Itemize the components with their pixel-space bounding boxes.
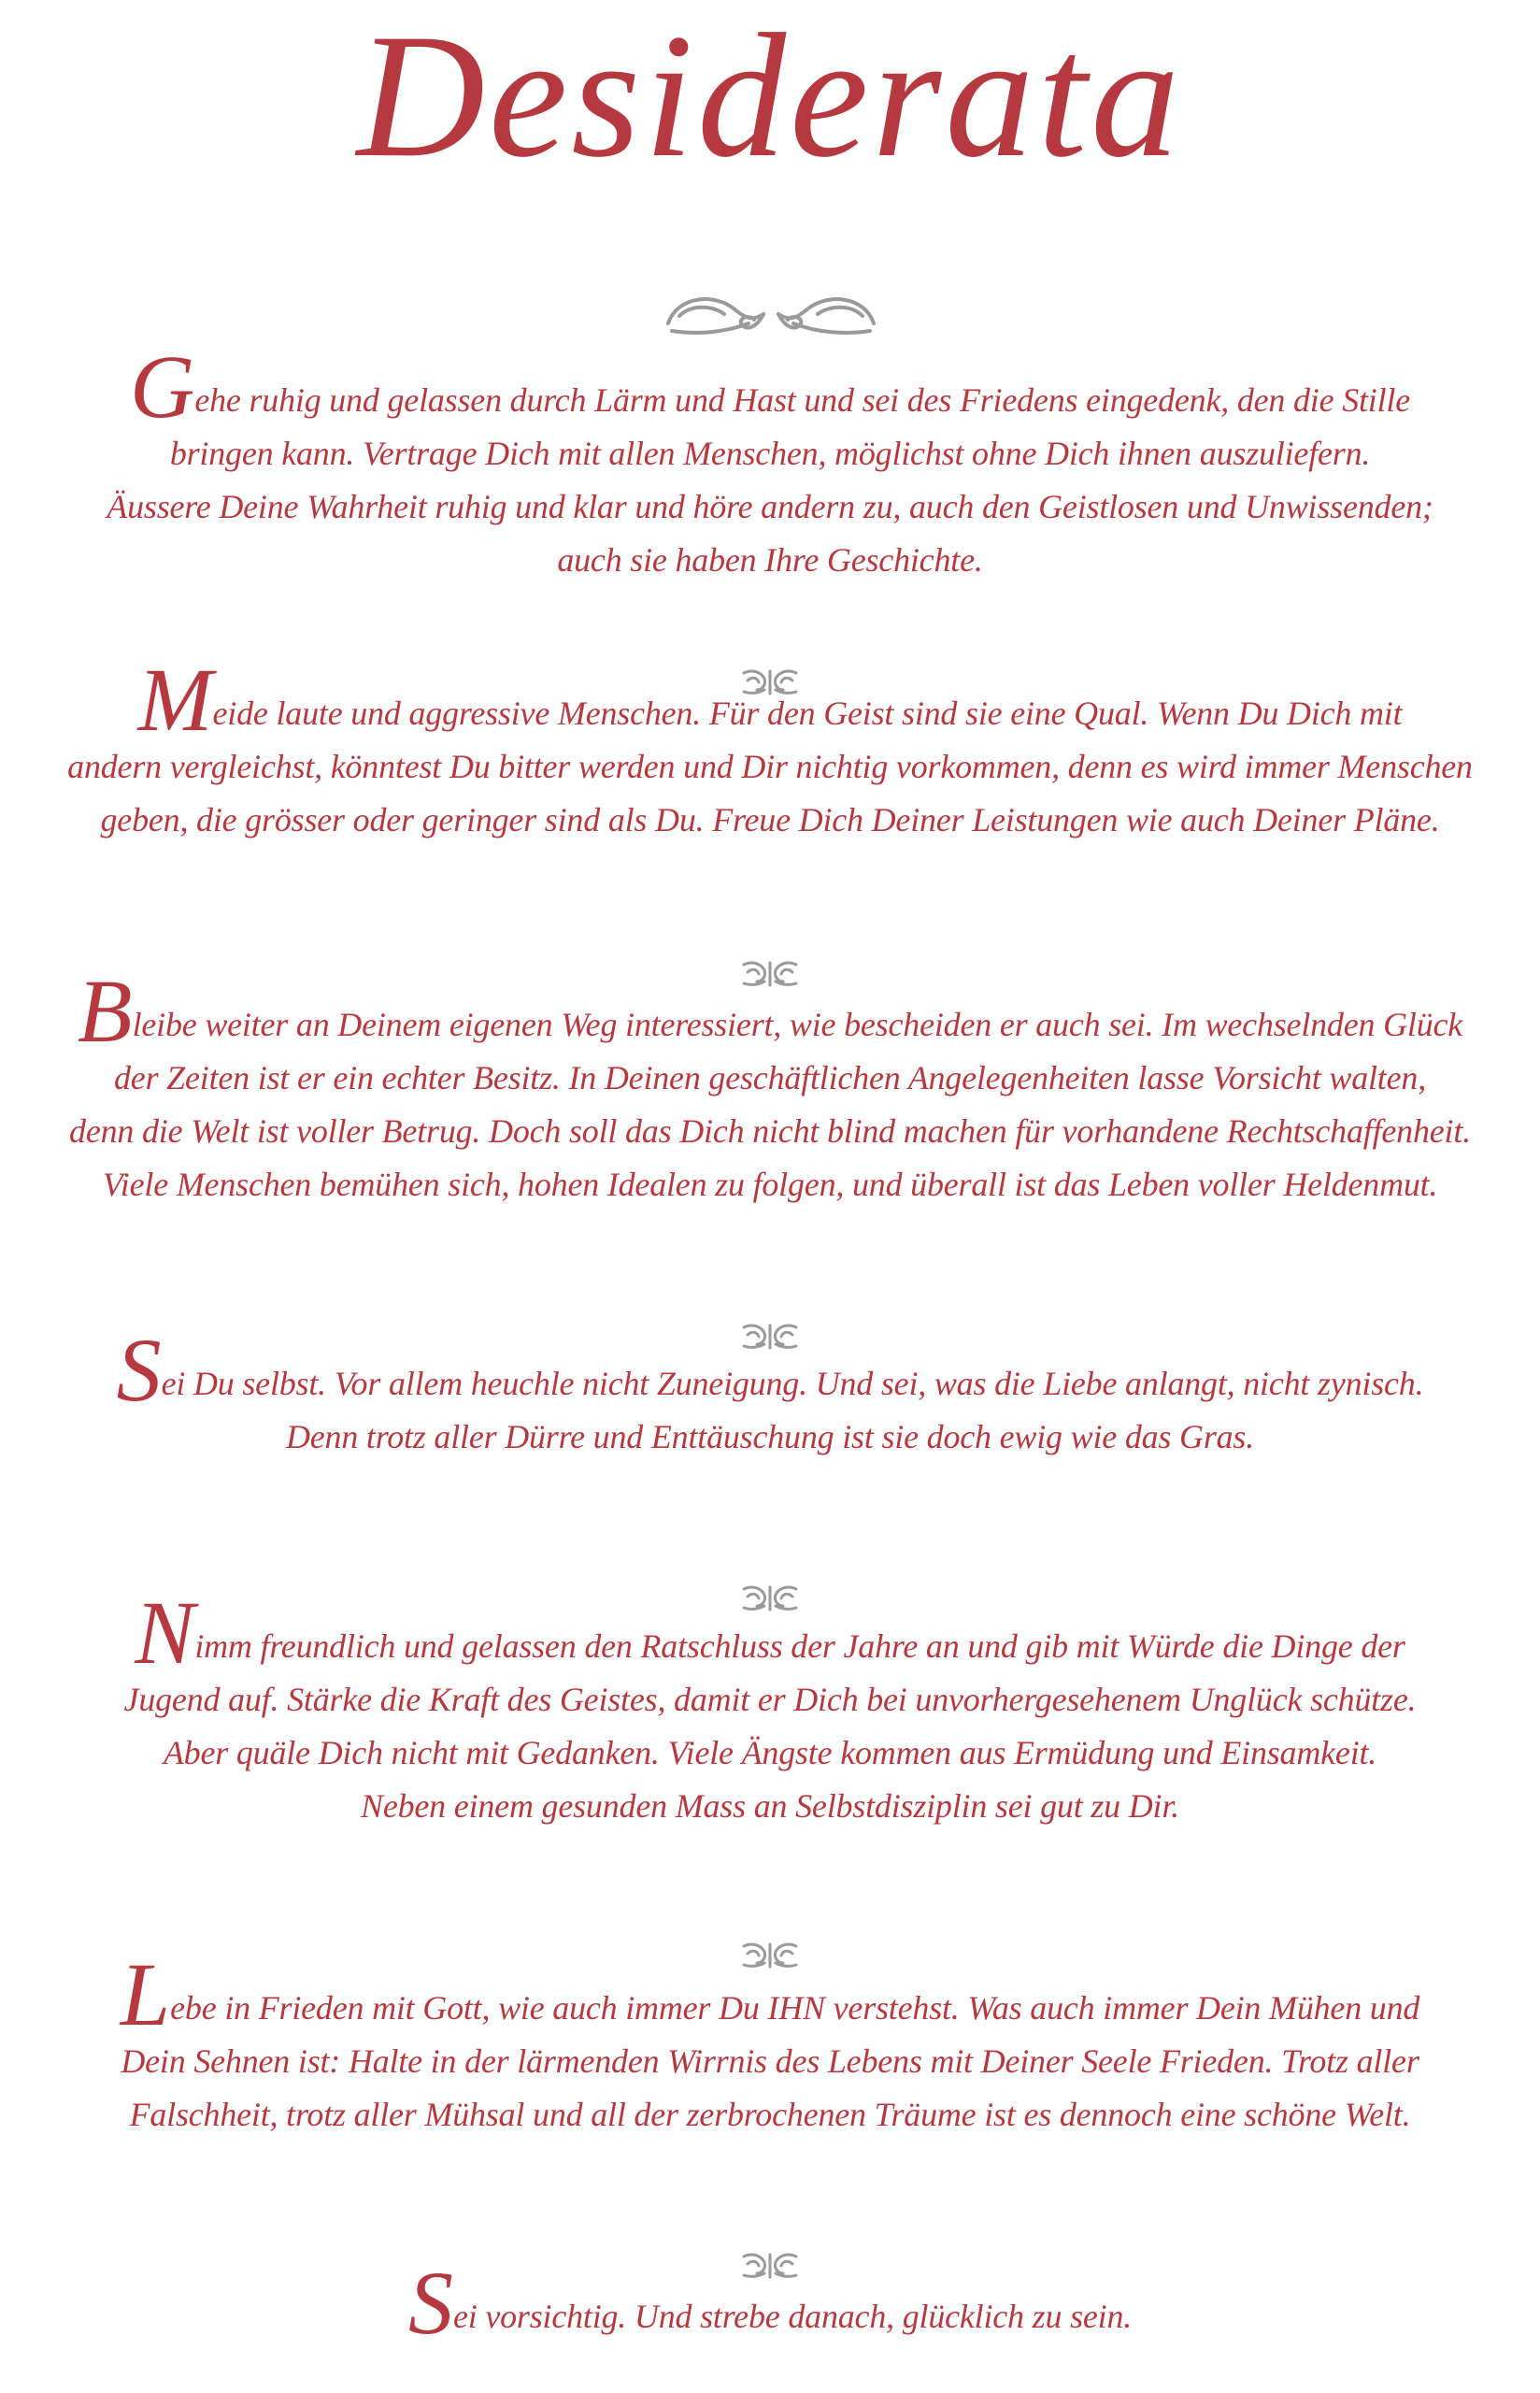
paragraph-line [0,1158,1540,1211]
paragraph [0,2253,1540,2353]
paragraph-line [0,2088,1540,2142]
line-text: Dein Sehnen ist: Halte in der lärmenden Wirrnis des Lebens mit Deiner Seele Frieden. Trotz aller [121,2042,1419,2080]
paragraph-line [0,1320,1540,1420]
paragraph-line [0,1727,1540,1780]
line-text: geben, die grösser oder geringer sind als Du. Freue Dich Deiner Leistungen wie auch Deiner Pläne. [100,801,1440,838]
drop-initial: S [116,1320,162,1420]
paragraph-line [0,1411,1540,1464]
drop-initial: L [120,1944,171,2044]
paragraph-line [0,1673,1540,1727]
scroll-flourish-icon [659,277,883,344]
line-text: andern vergleichst, könntest Du bitter werden und Dir nichtig vorkommen, denn es wird immer Menschen [67,748,1473,785]
paragraph-line [0,2253,1540,2353]
floral-divider-icon [738,1320,802,1354]
paragraph-line [0,1944,1540,2044]
line-text: bringen kann. Vertrage Dich mit allen Menschen, möglichst ohne Dich ihnen auszuliefern. [169,435,1371,472]
paragraph-line [0,427,1540,480]
paragraph-line [0,1780,1540,1833]
paragraph [0,961,1540,1211]
line-text: der Zeiten ist er ein echter Besitz. In Deinen geschäftlichen Angelegenheiten lasse Vorsicht walten, [113,1059,1426,1096]
paragraph-line [0,961,1540,1061]
line-text: leibe weiter an Deinem eigenen Weg interessiert, wie bescheiden er auch sei. Im wechselnden Glück [132,1006,1463,1043]
line-text: Falschheit, trotz aller Mühsal und all der zerbrochenen Träume ist es dennoch eine schöne Welt. [129,2096,1411,2133]
line-text: Jugend auf. Stärke die Kraft des Geistes, damit er Dich bei unvorhergesehenem Unglück schütze. [123,1681,1417,1718]
paragraph [0,337,1540,587]
paragraph-line [0,2035,1540,2088]
paragraph-line [0,337,1540,437]
floral-divider-icon [738,1939,802,1972]
paragraph-line [0,1052,1540,1105]
floral-divider-icon [738,957,802,991]
drop-initial: N [135,1583,195,1683]
line-text: Neben einem gesunden Mass an Selbstdisziplin sei gut zu Dir. [361,1787,1179,1825]
line-text: Viele Menschen bemühen sich, hohen Idealen zu folgen, und überall ist das Leben voller Heldenmut. [102,1166,1438,1203]
paragraph-line [0,1583,1540,1683]
paragraph-line [0,740,1540,794]
drop-initial: G [130,337,195,437]
paragraph-line [0,480,1540,534]
paragraph-line [0,534,1540,587]
drop-initial: B [77,961,133,1061]
line-text: ebe in Frieden mit Gott, wie auch immer Du IHN verstehst. Was auch immer Dein Mühen und [170,1989,1420,2027]
line-text: ei vorsichtig. Und strebe danach, glücklich zu sein. [452,2298,1133,2335]
line-text: ehe ruhig und gelassen durch Lärm und Hast und sei des Friedens eingedenk, den die Stille [194,381,1410,419]
paragraph [0,650,1540,847]
paragraph [0,1583,1540,1833]
drop-initial: M [137,650,213,750]
line-text: ei Du selbst. Vor allem heuchle nicht Zuneigung. Und sei, was die Liebe anlangt, nicht zynisch. [161,1365,1424,1402]
line-text: Äussere Deine Wahrheit ruhig und klar und höre andern zu, auch den Geistlosen und Unwissenden; [107,488,1433,525]
paragraph-line [0,1105,1540,1158]
line-text: auch sie haben Ihre Geschichte. [557,541,983,579]
line-text: Denn trotz aller Dürre und Enttäuschung ist sie doch ewig wie das Gras. [285,1418,1255,1455]
floral-divider-icon [738,2249,802,2283]
line-text: eide laute und aggressive Menschen. Für den Geist sind sie eine Qual. Wenn Du Dich mit [212,695,1403,732]
floral-divider-icon [738,666,802,699]
line-text: Aber quäle Dich nicht mit Gedanken. Viele Ängste kommen aus Ermüdung und Einsamkeit. [163,1734,1377,1771]
paragraph-line [0,794,1540,847]
paragraph [0,1320,1540,1464]
floral-divider-icon [738,1582,802,1615]
drop-initial: S [407,2253,453,2353]
paragraph [0,1944,1540,2142]
line-text: denn die Welt ist voller Betrug. Doch soll das Dich nicht blind machen für vorhandene Rechtschaffenheit. [69,1112,1471,1150]
line-text: imm freundlich und gelassen den Ratschluss der Jahre an und gib mit Würde die Dinge der [194,1627,1405,1665]
page-title: Desiderata [356,0,1184,194]
